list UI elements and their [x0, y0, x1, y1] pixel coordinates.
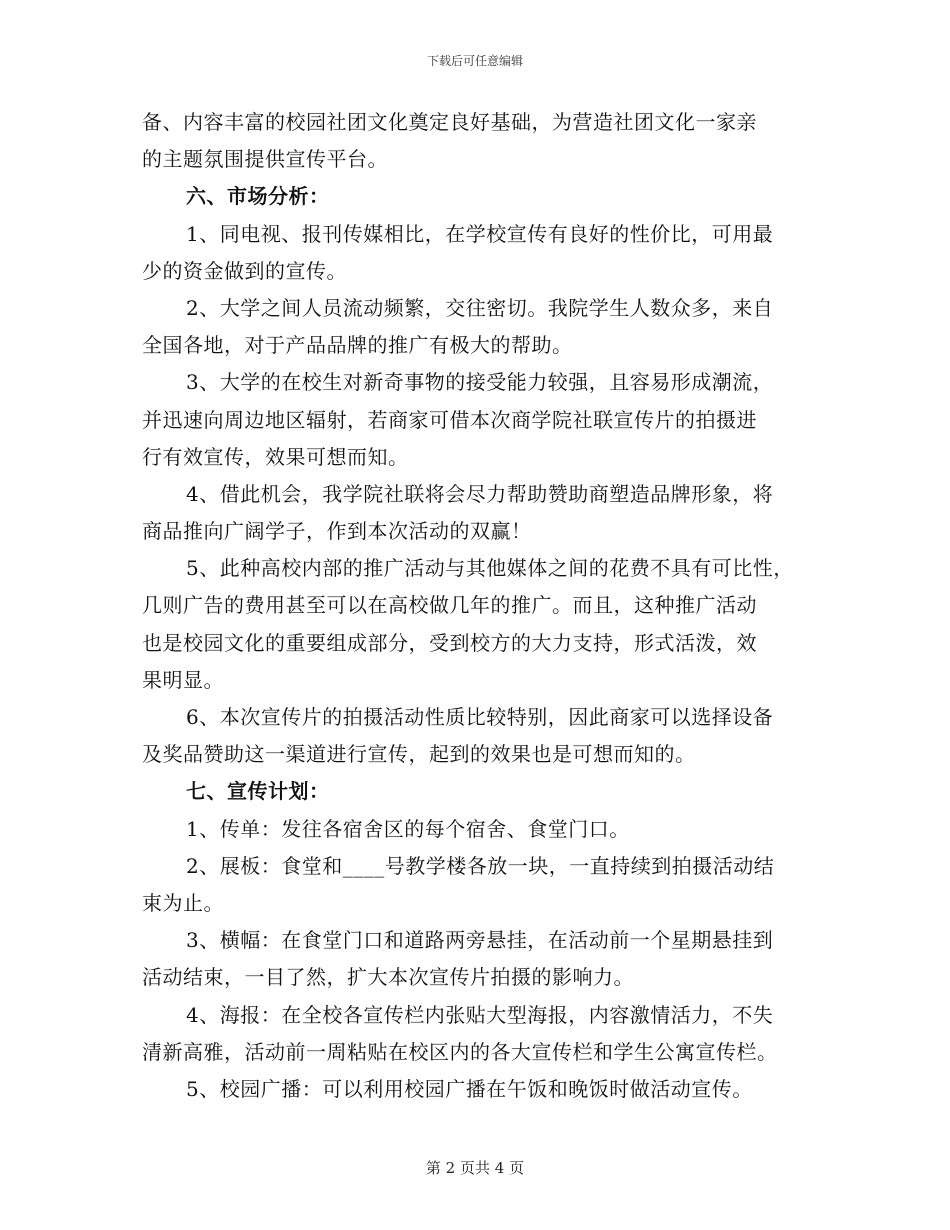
page-footer: 第 2 页共 4 页: [425, 1159, 525, 1177]
text-line: 6、本次宣传片的拍摄活动性质比较特别，因此商家可以选择设备: [186, 705, 774, 729]
text-line: 1、同电视、报刊传媒相比，在学校宣传有良好的性价比，可用最: [186, 221, 774, 246]
text-line: 束为止。: [142, 890, 224, 915]
text-line: 的主题氛围提供宣传平台。: [142, 147, 388, 172]
text-line: 及奖品赞助这一渠道进行宣传，起到的效果也是可想而知的。: [142, 742, 696, 767]
text-line: 4、借此机会，我学院社联将会尽力帮助赞助商塑造品牌形象，将: [186, 481, 774, 506]
document-body: [142, 104, 812, 1108]
text-line: 几则广告的费用甚至可以在高校做几年的推广。而且，这种推广活动: [142, 593, 757, 618]
section-heading: 六、市场分析：: [186, 184, 330, 209]
text-line: 行有效宣传，效果可想而知。: [142, 444, 409, 469]
text-line: 全国各地，对于产品品牌的推广有极大的帮助。: [142, 333, 573, 358]
page-header: 下载后可任意编辑: [426, 54, 523, 68]
text-line: 果明显。: [142, 667, 224, 692]
text-line: 3、横幅：在食堂门口和道路两旁悬挂，在活动前一个星期悬挂到: [186, 928, 774, 953]
text-line: 2、展板：食堂和____号教学楼各放一块，一直持续到拍摄活动结: [186, 853, 775, 878]
text-line: 5、校园广播：可以利用校园广播在午饭和晚饭时做活动宣传。: [186, 1076, 753, 1101]
text-line: 1、传单：发往各宿舍区的每个宿舍、食堂门口。: [186, 816, 630, 841]
section-heading: 七、宣传计划：: [186, 779, 330, 804]
text-line: 清新高雅，活动前一周粘贴在校区内的各大宣传栏和学生公寓宣传栏。: [142, 1039, 778, 1064]
text-line: 商品推向广阔学子，作到本次活动的双赢！: [142, 519, 532, 544]
text-line: 4、海报：在全校各宣传栏内张贴大型海报，内容激情活力，不失: [186, 1002, 774, 1027]
text-line: 3、大学的在校生对新奇事物的接受能力较强，且容易形成潮流，: [186, 370, 774, 395]
text-line: 2、大学之间人员流动频繁，交往密切。我院学生人数众多，来自: [186, 295, 774, 320]
text-line: 并迅速向周边地区辐射，若商家可借本次商学院社联宣传片的拍摄进: [142, 407, 757, 432]
text-line: 5、此种高校内部的推广活动与其他媒体之间的花费不具有可比性，: [186, 556, 794, 581]
text-line: 少的资金做到的宣传。: [142, 258, 347, 283]
text-line: 活动结束，一目了然，扩大本次宣传片拍摄的影响力。: [142, 965, 634, 990]
text-line: 备、内容丰富的校园社团文化奠定良好基础，为营造社团文化一家亲: [142, 110, 757, 134]
text-line: 也是校园文化的重要组成部分，受到校方的大力支持，形式活泼，效: [142, 630, 757, 655]
